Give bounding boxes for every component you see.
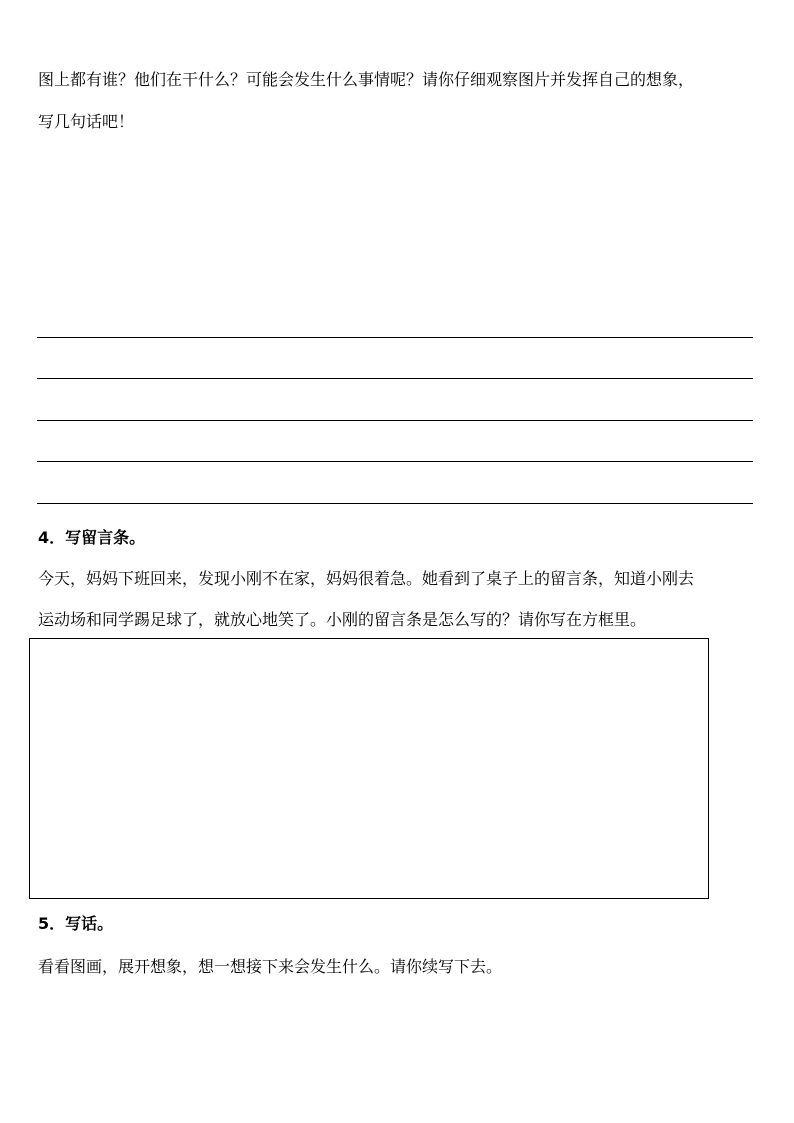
writing-line[interactable]: [37, 420, 753, 421]
section-4-body-line-2: 运动场和同学踢足球了，就放心地笑了。小刚的留言条是怎么写的？请你写在方框里。: [38, 610, 647, 629]
note-answer-box[interactable]: [29, 638, 709, 899]
section-5-body-line-1: 看看图画，展开想象，想一想接下来会发生什么。请你续写下去。: [38, 957, 503, 976]
section-4-heading: 4．写留言条。: [38, 528, 146, 547]
writing-prompt-line-2: 写几句话吧！: [38, 112, 135, 131]
writing-line[interactable]: [37, 378, 753, 379]
writing-line[interactable]: [37, 461, 753, 462]
writing-line[interactable]: [37, 503, 753, 504]
section-5-heading: 5．写话。: [38, 914, 114, 933]
section-4-body-line-1: 今天，妈妈下班回来，发现小刚不在家，妈妈很着急。她看到了桌子上的留言条，知道小刚去: [38, 569, 695, 588]
writing-prompt-line-1: 图上都有谁？他们在干什么？可能会发生什么事情呢？请你仔细观察图片并发挥自己的想象，: [38, 70, 695, 89]
writing-line[interactable]: [37, 337, 753, 338]
